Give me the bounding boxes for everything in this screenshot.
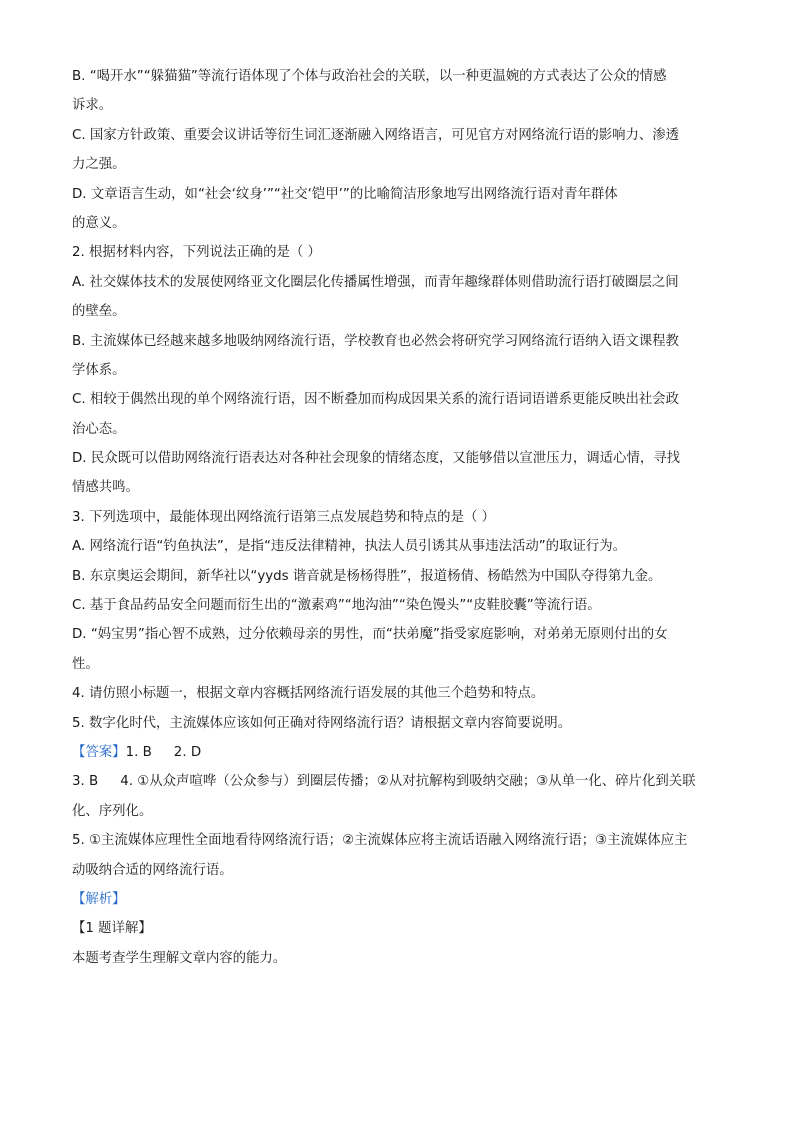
answer-4-line1: 4. ①从众声喧哗（公众参与）到圈层传播；②从对抗解构到吸纳交融；③从单一化、碎片化到关联 xyxy=(120,774,696,790)
q3-stem: 3. 下列选项中，最能体现出网络流行语第三点发展趋势和特点的是（ ） xyxy=(72,509,496,525)
q2-option-b-line2: 学体系。 xyxy=(72,362,126,378)
q3-option-c: C. 基于食品药品安全问题而衍生出的“激素鸡”“地沟油”“染色馒头”“皮鞋胶囊”等流行语。 xyxy=(72,598,601,614)
answer-2: 2. D xyxy=(173,744,202,760)
answer-line1 xyxy=(72,738,732,767)
q2-stem: 2. 根据材料内容，下列说法正确的是（ ） xyxy=(72,245,321,261)
analysis-text: 本题考查学生理解文章内容的能力。 xyxy=(72,950,287,966)
q1-option-d-line1: D. 文章语言生动，如“社会‘纹身’”“社交‘铠甲’”的比喻简洁形象地写出网络流行语对青年群体 xyxy=(72,186,618,202)
document-page xyxy=(72,62,732,973)
answer-line2 xyxy=(72,767,732,796)
answer-4-line2: 化、序列化。 xyxy=(72,803,153,819)
answer-5-line1: 5. ①主流媒体应理性全面地看待网络流行语；②主流媒体应将主流话语融入网络流行语；③主流媒体应主 xyxy=(72,833,688,849)
answer-3: 3. B xyxy=(72,774,99,790)
q1-option-b-line2: 诉求。 xyxy=(72,98,113,114)
q1-option-b-line1: B. “喝开水”“躲猫猫”等流行语体现了个体与政治社会的关联，以一种更温婉的方式表达了公众的情感 xyxy=(72,69,667,84)
analysis-tag: 【解析】 xyxy=(72,891,126,907)
q4-stem: 4. 请仿照小标题一，根据文章内容概括网络流行语发展的其他三个趋势和特点。 xyxy=(72,686,545,702)
q3-option-b: B. 东京奥运会期间，新华社以“yyds 谐音就是杨杨得胜”，报道杨倩、杨皓然为中国队夺得第九金。 xyxy=(72,568,662,584)
q2-option-a-line1: A. 社交媒体技术的发展使网络亚文化圈层化传播属性增强，而青年趣缘群体则借助流行语打破圈层之间 xyxy=(72,274,679,290)
q3-option-d-line2: 性。 xyxy=(72,656,99,672)
q5-stem: 5. 数字化时代，主流媒体应该如何正确对待网络流行语？请根据文章内容简要说明。 xyxy=(72,715,572,731)
q1-option-c-line2: 力之强。 xyxy=(72,157,126,173)
q2-option-d-line2: 情感共鸣。 xyxy=(72,480,139,496)
q2-option-a-line2: 的壁垒。 xyxy=(72,304,126,320)
q3-option-a: A. 网络流行语“钓鱼执法”，是指“违反法律精神，执法人员引诱其从事违法活动”的取证行为。 xyxy=(72,539,627,555)
q1-option-c-line1: C. 国家方针政策、重要会议讲话等衍生词汇逐渐融入网络语言，可见官方对网络流行语的影响力、渗透 xyxy=(72,127,680,143)
q2-option-c-line2: 治心态。 xyxy=(72,421,126,437)
q1-option-d-line2: 的意义。 xyxy=(72,215,126,231)
q2-option-b-line1: B. 主流媒体已经越来越多地吸纳网络流行语，学校教育也必然会将研究学习网络流行语纳入语文课程教 xyxy=(72,333,679,349)
answer-1: 1. B xyxy=(125,744,152,760)
q3-option-d-line1: D. “妈宝男”指心智不成熟，过分依赖母亲的男性，而“扶弟魔”指受家庭影响，对弟弟无原则付出的女 xyxy=(72,627,668,643)
answer-tag: 【答案】 xyxy=(72,744,126,760)
answer-5-line2: 动吸纳合适的网络流行语。 xyxy=(72,862,233,878)
q2-option-d-line1: D. 民众既可以借助网络流行语表达对各种社会现象的情绪态度，又能够借以宣泄压力，调适心情，寻找 xyxy=(72,451,681,467)
analysis-subheading: 【1 题详解】 xyxy=(72,921,152,937)
q2-option-c-line1: C. 相较于偶然出现的单个网络流行语，因不断叠加而构成因果关系的流行语词语谱系更能反映出社会政 xyxy=(72,392,680,408)
